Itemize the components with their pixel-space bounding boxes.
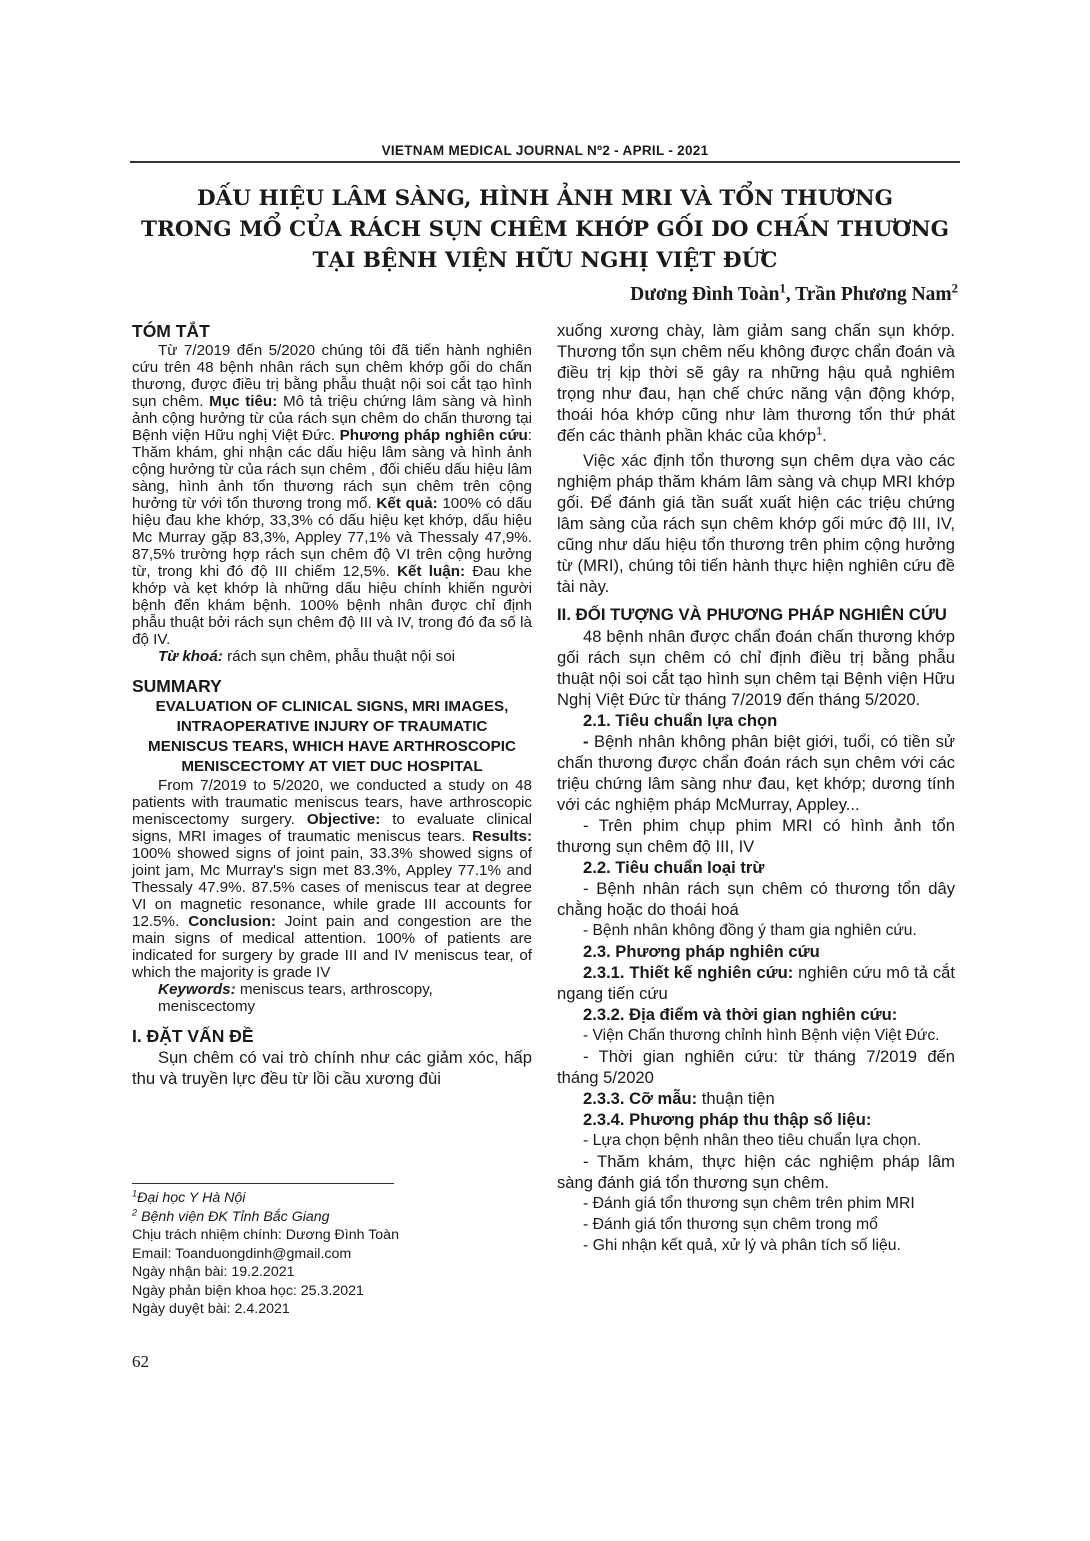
author-2: Trần Phương Nam xyxy=(795,284,952,305)
section-2-2-item-1: - Bệnh nhân rách sụn chêm có thương tổn dây chằng hoặc do thoái hoá xyxy=(557,879,955,919)
title-line-3: TẠI BỆNH VIỆN HỮU NGHỊ VIỆT ĐỨC xyxy=(312,248,778,273)
footnote-2-text: Bệnh viện ĐK Tỉnh Bắc Giang xyxy=(137,1208,330,1225)
author-2-affiliation: 2 xyxy=(951,281,958,296)
section-2-3-2-item-1: - Viện Chấn thương chỉnh hình Bệnh viện Việt Đức. xyxy=(583,1027,940,1044)
section-2-1-item-1 xyxy=(557,731,955,815)
keywords-en-text: meniscus tears, arthroscopy, meniscectomy xyxy=(158,981,433,1015)
section-1-p1-text: xuống xương chày, làm giảm sang chấn sụn khớp. Thương tổn sụn chêm nếu không được chẩn đoán và điều trị kịp thời sẽ gây ra những hậu quả nghiêm trọng như đau, hạn chế chức năng vận động khớp, thoái hóa khớp cũng như làm thương tổn thứ phát đến các thành phần khác của khớp xyxy=(557,321,955,445)
right-column xyxy=(557,320,955,1256)
authors xyxy=(520,281,958,306)
abstract-vi-conclusion-label: Kết luận: xyxy=(397,563,466,580)
section-2-1-item-1-text: Bệnh nhân không phân biệt giới, tuổi, có tiền sử chấn thương được chẩn đoán rách sụn chêm với các triệu chứng lâm sàng như đau, kẹt khớp; dương tính với các nghiệm pháp McMurray, Appley... xyxy=(557,732,956,814)
abstract-vi-intro: Từ 7/2019 đến 5/2020 chúng tôi đã tiến hành nghiên cứu trên 48 bệnh nhân rách sụn chêm khớp gối do chấn thương, được điều trị bằng phẫu thuật nội soi cắt tạo hình sụn chêm. xyxy=(132,342,532,410)
section-1-paragraph-start: Sụn chêm có vai trò chính như các giảm xóc, hấp thu và truyền lực đều từ lồi cầu xương đùi xyxy=(132,1048,532,1088)
abstract-vi-keywords xyxy=(132,648,532,665)
footnotes xyxy=(132,1189,532,1319)
author-1: Dương Đình Toàn xyxy=(630,284,780,305)
section-2-3-1 xyxy=(557,962,955,1004)
journal-header: VIETNAM MEDICAL JOURNAL Nº2 - APRIL - 2021 xyxy=(381,143,709,158)
section-2-2-item-2: - Bệnh nhân không đồng ý tham gia nghiên cứu. xyxy=(583,922,917,939)
author-1-affiliation: 1 xyxy=(779,281,786,296)
footnote-accepted: Ngày duyệt bài: 2.4.2021 xyxy=(132,1301,290,1317)
page-number: 62 xyxy=(132,1352,149,1371)
left-column xyxy=(132,320,532,1089)
summary-objective-text: to evaluate clinical signs, MRI images of traumatic meniscus tears. xyxy=(132,811,533,845)
summary-results-text: 100% showed signs of joint pain, 33.3% showed signs of joint jam, Mc Murray's sign met 83.3%, Appley 77.1% and Thessaly 47.9%. 87.5% cases of meniscus tear at degree VI on magnetic resonance, while grade III accounts for 12.5%. xyxy=(132,845,532,930)
section-2-intro: 48 bệnh nhân được chẩn đoán chấn thương khớp gối rách sụn chêm có chỉ định điều trị bằng phẫu thuật nội soi cắt tạo hình sụn chêm tại Bệnh viện Hữu Nghị Việt Đức từ tháng 7/2019 đến tháng 5/2020. xyxy=(557,627,955,709)
header-rule xyxy=(130,161,960,163)
footnote-email: Email: Toanduongdinh@gmail.com xyxy=(132,1245,352,1262)
abstract-vi-objective-text: Mô tả triệu chứng lâm sàng và hình ảnh cộng hưởng từ của rách sụn chêm do chấn thương tại Bệnh viện Hữu nghị Việt Đức. xyxy=(132,393,532,444)
section-2-2-heading: 2.2. Tiêu chuẩn loại trừ xyxy=(583,858,765,877)
summary-objective-label: Objective: xyxy=(306,811,381,828)
section-1-heading: I. ĐẶT VẤN ĐỀ xyxy=(132,1026,254,1046)
summary-conclusion-label: Conclusion: xyxy=(188,913,276,930)
footnote-1-marker: 1 xyxy=(132,1188,138,1199)
section-2-3-3-text: thuận tiện xyxy=(697,1089,775,1108)
section-2-3-3-label: 2.3.3. Cỡ mẫu: xyxy=(583,1089,698,1108)
footnote-1 xyxy=(132,1189,532,1208)
summary-keywords xyxy=(132,981,532,1015)
list-item: - Đánh giá tổn thương sụn chêm trên phim MRI xyxy=(583,1195,915,1212)
abstract-vi-results-text: 100% có dấu hiệu đau khe khớp, 33,3% có dấu hiệu kẹt khớp, dấu hiệu Mc Murray gặp 83,3%, Appley 77,1% và Thessaly 47,9%. 87,5% trường hợp rách sụn chêm độ VI trên cộng hưởng từ, trong khi đó độ III chiếm 12,5%. xyxy=(132,495,532,580)
section-2-3-2-heading: 2.3.2. Địa điểm và thời gian nghiên cứu: xyxy=(583,1005,898,1024)
footnote-rule xyxy=(132,1183,394,1184)
footnote-2-marker: 2 xyxy=(132,1206,138,1217)
list-item: - Đánh giá tổn thương sụn chêm trong mổ xyxy=(583,1216,878,1233)
section-2-3-heading: 2.3. Phương pháp nghiên cứu xyxy=(583,942,820,961)
dash-marker: - xyxy=(583,732,595,751)
author-separator: , xyxy=(785,284,796,305)
section-2-3-4-heading: 2.3.4. Phương pháp thu thập số liệu: xyxy=(583,1110,872,1129)
list-item: - Lựa chọn bệnh nhân theo tiêu chuẩn lựa chọn. xyxy=(583,1132,922,1149)
list-item: - Thăm khám, thực hiện các nghiệm pháp lâm sàng đánh giá tổn thương sụn chêm. xyxy=(557,1152,955,1192)
section-1-p1-end: . xyxy=(822,426,827,445)
summary-intro: From 7/2019 to 5/2020, we conducted a study on 48 patients with traumatic meniscus tears, have arthroscopic meniscectomy surgery. xyxy=(132,777,532,828)
section-2-heading: II. ĐỐI TƯỢNG VÀ PHƯƠNG PHÁP NGHIÊN CỨU xyxy=(557,605,947,624)
abstract-vi-heading: TÓM TẮT xyxy=(132,321,210,341)
title-line-2: TRONG MỔ CỦA RÁCH SỤN CHÊM KHỚP GỐI DO CHẤN THƯƠNG xyxy=(140,217,950,242)
section-2-3-2-item-2: - Thời gian nghiên cứu: từ tháng 7/2019 đến tháng 5/2020 xyxy=(557,1047,955,1087)
section-1-paragraph-cont xyxy=(557,320,955,446)
summary-results-label: Results: xyxy=(472,828,532,845)
abstract-vi-results-label: Kết quả: xyxy=(376,495,438,512)
citation-1: 1 xyxy=(816,425,823,438)
keywords-vi-label: Từ khoá: xyxy=(158,648,223,665)
abstract-vi-methods-label: Phương pháp nghiên cứu xyxy=(339,427,528,444)
paper-title xyxy=(130,183,960,276)
abstract-vi-methods-text: : Thăm khám, ghi nhận các dấu hiệu lâm sàng và hình ảnh cộng hưởng từ của rách sụn chêm , đối chiếu dấu hiệu lâm sàng, hình ảnh tổn thương rách sụn chêm trên cộng hưởng từ với tổn thương trong mổ. xyxy=(132,427,532,512)
summary-heading: SUMMARY xyxy=(132,676,222,696)
keywords-vi-text: rách sụn chêm, phẫu thuật nội soi xyxy=(222,648,456,665)
footnote-received: Ngày nhận bài: 19.2.2021 xyxy=(132,1264,295,1280)
section-2-3-3 xyxy=(557,1088,955,1109)
footnote-responsible: Chịu trách nhiệm chính: Dương Đình Toàn xyxy=(132,1227,399,1243)
footnote-1-text: Đại học Y Hà Nội xyxy=(137,1190,246,1206)
section-2-1-heading: 2.1. Tiêu chuẩn lựa chọn xyxy=(583,711,778,730)
summary-title: EVALUATION OF CLINICAL SIGNS, MRI IMAGES, INTRAOPERATIVE INJURY OF TRAUMATIC MENISCUS TEARS, WHICH HAVE ARTHROSCOPIC MENISCECTOMY AT VIET DUC HOSPITAL xyxy=(148,698,516,775)
list-item: - Ghi nhận kết quả, xử lý và phân tích số liệu. xyxy=(583,1237,901,1254)
section-2-1-item-2: - Trên phim chụp phim MRI có hình ảnh tổn thương sụn chêm độ III, IV xyxy=(557,816,955,856)
footnote-2 xyxy=(132,1208,532,1227)
footnote-reviewed: Ngày phản biện khoa học: 25.3.2021 xyxy=(132,1282,364,1299)
keywords-en-label: Keywords: xyxy=(158,981,236,998)
abstract-vi-body xyxy=(132,342,532,648)
summary-body xyxy=(132,777,532,981)
summary-conclusion-text: Joint pain and congestion are the main signs of medical attention. 100% of patients are indicated for surgery by grade III and IV meniscus tear, of which the majority is grade IV xyxy=(132,913,532,981)
abstract-vi-conclusion-text: Đau khe khớp và kẹt khớp là những dấu hiệu chính khiến người bệnh đến khám bệnh. 100% bệnh nhân được chỉ định phẫu thuật bởi rách sụn chêm độ III và IV, trong đó đa số là độ IV. xyxy=(132,563,532,648)
abstract-vi-objective-label: Mục tiêu: xyxy=(209,393,278,410)
section-2-3-1-label: 2.3.1. Thiết kế nghiên cứu: xyxy=(583,963,794,982)
section-1-paragraph-2: Việc xác định tổn thương sụn chêm dựa vào các nghiệm pháp thăm khám lâm sàng và chụp MRI khớp gối. Để đánh giá tần suất xuất hiện các triệu chứng lâm sàng của rách sụn chêm khớp gối mức độ III, IV, cũng như dấu hiệu tổn thương trên phim cộng hưởng từ (MRI), chúng tôi tiến hành thực hiện nghiên cứu đề tài này. xyxy=(557,451,955,596)
title-line-1: DẤU HIỆU LÂM SÀNG, HÌNH ẢNH MRI VÀ TỔN THƯƠNG xyxy=(196,186,894,211)
section-2-3-1-text: nghiên cứu mô tả cắt ngang tiến cứu xyxy=(557,963,955,1003)
